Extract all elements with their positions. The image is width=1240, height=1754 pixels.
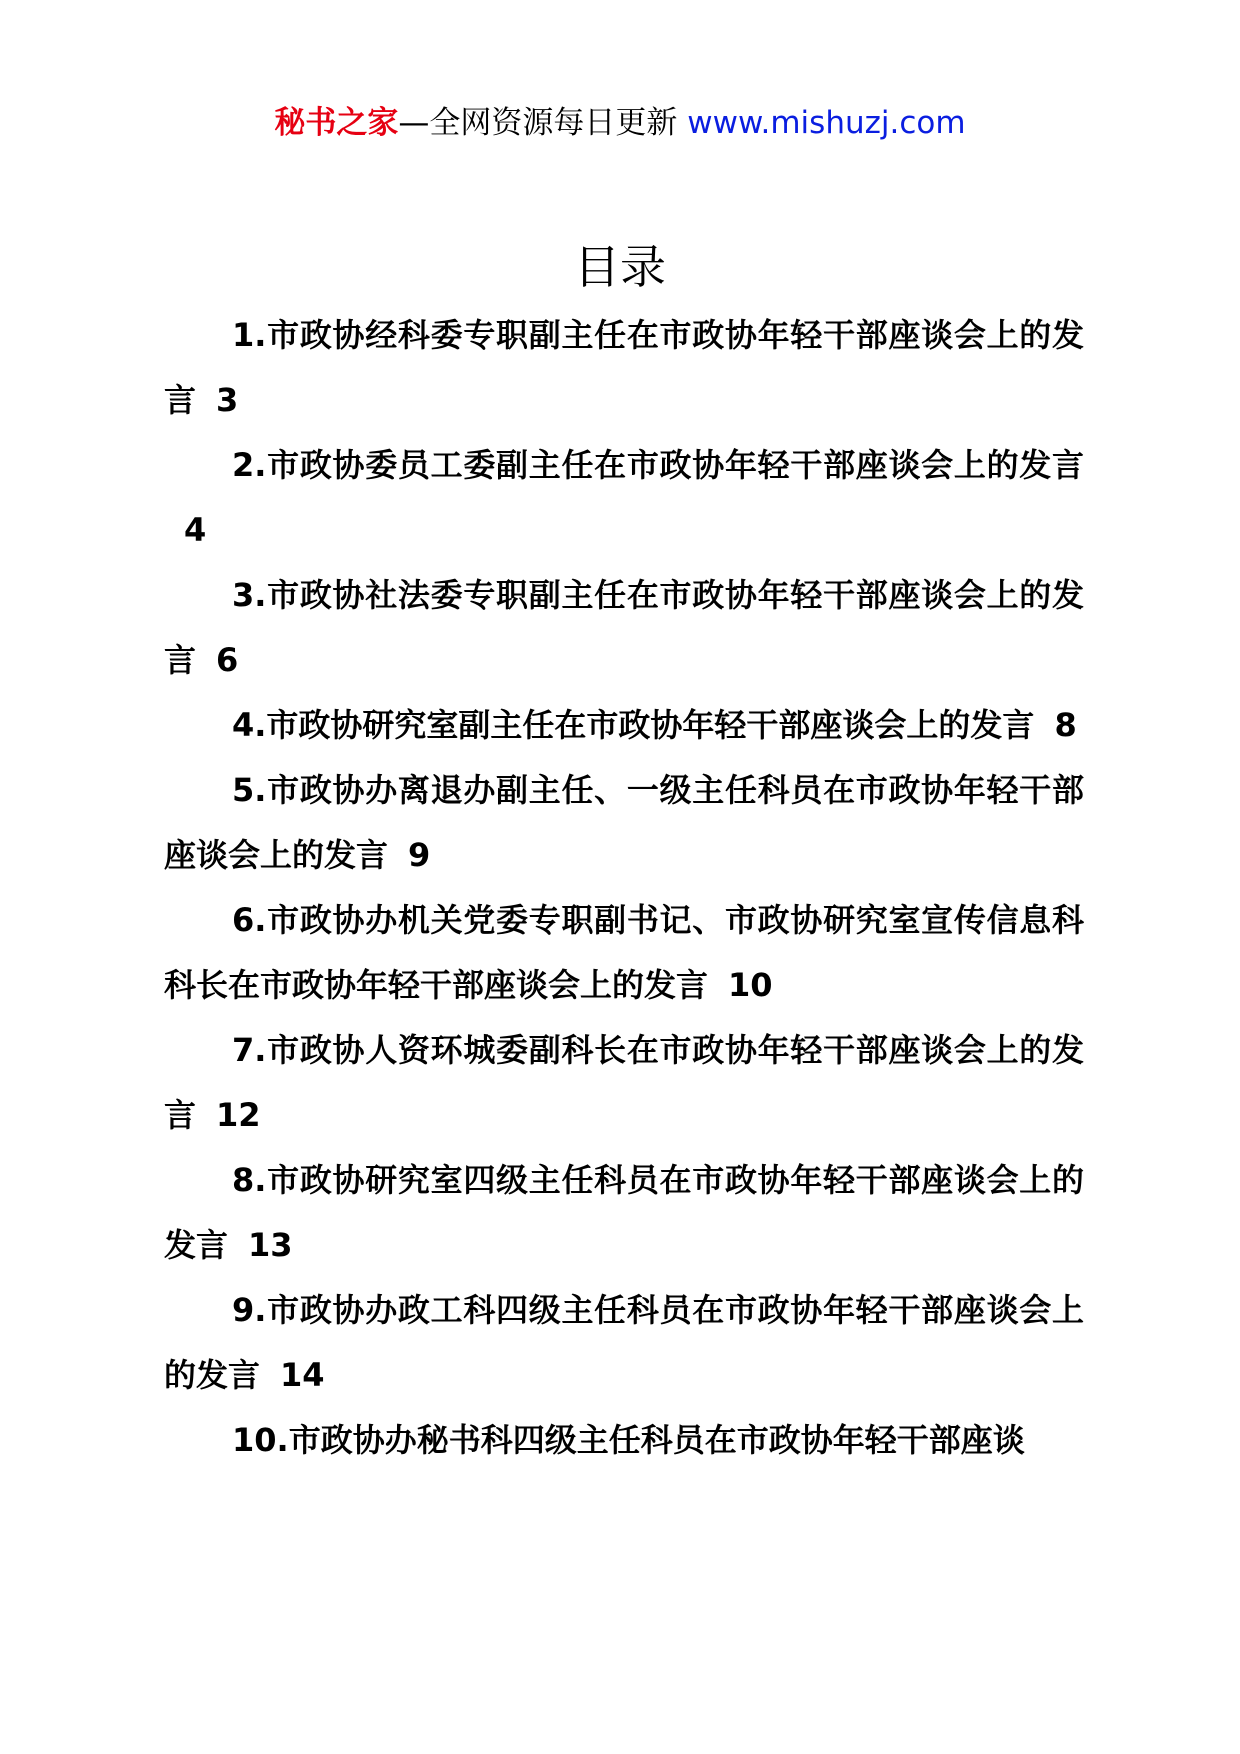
- toc-entry-1[interactable]: [164, 303, 1084, 433]
- toc-page-number: 12: [216, 1096, 261, 1134]
- toc-page-number: 8: [1054, 706, 1077, 744]
- toc-entry-text: 4.市政协研究室副主任在市政协年轻干部座谈会上的发言: [232, 706, 1035, 744]
- toc-entry-7[interactable]: [164, 1018, 1084, 1148]
- toc-entry-8[interactable]: [164, 1148, 1084, 1278]
- site-url-link[interactable]: www.mishuzj.com: [687, 105, 966, 141]
- toc-entry-9[interactable]: [164, 1278, 1084, 1408]
- toc-entry-text: 6.市政协办机关党委专职副书记、市政协研究室宣传信息科科长在市政协年轻干部座谈会上的发言: [164, 901, 1084, 1004]
- toc-entry-10[interactable]: [164, 1408, 1084, 1473]
- toc-page-number: 14: [280, 1356, 325, 1394]
- toc-entry-4[interactable]: [164, 693, 1084, 758]
- toc-entry-6[interactable]: [164, 888, 1084, 1018]
- toc-entry-2[interactable]: [164, 433, 1084, 563]
- toc-page-number: 4: [184, 511, 207, 549]
- toc-entry-text: 10.市政协办秘书科四级主任科员在市政协年轻干部座谈: [232, 1421, 1025, 1459]
- toc-entry-text: 8.市政协研究室四级主任科员在市政协年轻干部座谈会上的发言: [164, 1161, 1084, 1264]
- toc-entry-text: 5.市政协办离退办副主任、一级主任科员在市政协年轻干部座谈会上的发言: [164, 771, 1084, 874]
- toc-entry-text: 3.市政协社法委专职副主任在市政协年轻干部座谈会上的发言: [164, 576, 1084, 679]
- toc-entry-text: 1.市政协经科委专职副主任在市政协年轻干部座谈会上的发言: [164, 316, 1084, 419]
- toc-entry-text: 2.市政协委员工委副主任在市政协年轻干部座谈会上的发言: [232, 446, 1084, 484]
- header-slogan: —全网资源每日更新: [398, 105, 678, 141]
- toc-page-number: 6: [216, 641, 239, 679]
- brand-name: 秘书之家: [274, 105, 399, 141]
- toc-entry-5[interactable]: [164, 758, 1084, 888]
- toc-page-number: 9: [408, 836, 431, 874]
- toc-page-number: 3: [216, 381, 239, 419]
- page-title: 目录: [574, 240, 666, 294]
- toc-entry-text: 7.市政协人资环城委副科长在市政协年轻干部座谈会上的发言: [164, 1031, 1084, 1134]
- toc-entry-text: 9.市政协办政工科四级主任科员在市政协年轻干部座谈会上的发言: [164, 1291, 1084, 1394]
- site-header: [0, 102, 1240, 144]
- toc-page-number: 13: [248, 1226, 293, 1264]
- toc-entry-3[interactable]: [164, 563, 1084, 693]
- table-of-contents: [164, 303, 1084, 1473]
- toc-page-number: 10: [728, 966, 773, 1004]
